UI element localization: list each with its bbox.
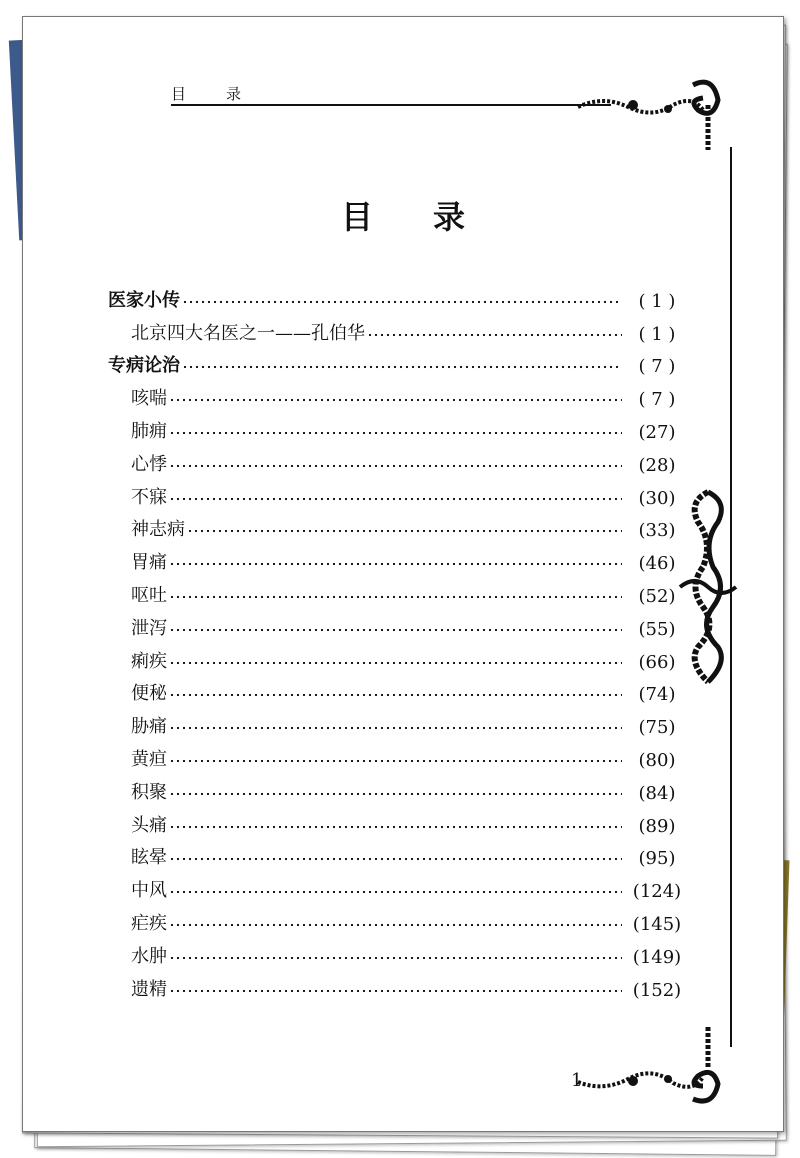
toc-entry[interactable] bbox=[108, 738, 686, 771]
toc-entry[interactable] bbox=[108, 837, 686, 870]
toc-entry-page: (145) bbox=[632, 913, 682, 935]
toc-entry-page: (80) bbox=[638, 749, 676, 771]
dot-leader bbox=[169, 955, 622, 961]
toc-entry-label: 中风 bbox=[131, 880, 167, 902]
toc-entry[interactable] bbox=[108, 377, 686, 410]
page-number: 1 bbox=[571, 1070, 583, 1091]
toc-entry[interactable] bbox=[108, 673, 686, 706]
toc-entry-page: (66) bbox=[638, 651, 676, 673]
toc-entry-page: (27) bbox=[638, 421, 676, 443]
toc-entry[interactable] bbox=[108, 902, 686, 935]
toc-entry-label: 神志病 bbox=[131, 519, 185, 541]
dot-leader bbox=[169, 922, 622, 928]
dot-leader bbox=[169, 988, 622, 994]
dot-leader bbox=[169, 463, 622, 469]
toc-entry[interactable] bbox=[108, 509, 686, 542]
toc-entry-label: 黄疸 bbox=[131, 748, 167, 770]
dot-leader bbox=[169, 660, 622, 666]
dot-leader bbox=[169, 594, 622, 600]
dot-leader bbox=[169, 791, 622, 797]
dot-leader bbox=[169, 496, 622, 502]
corner-ornament-bottom bbox=[573, 1027, 723, 1107]
book-page bbox=[22, 16, 784, 1132]
toc-entry-label: 咳喘 bbox=[131, 388, 167, 410]
toc-entry[interactable] bbox=[108, 476, 686, 509]
header-rule bbox=[171, 104, 611, 106]
toc-entry[interactable] bbox=[108, 574, 686, 607]
toc-entry[interactable] bbox=[108, 804, 686, 837]
dot-leader bbox=[169, 824, 622, 830]
toc-entry-label: 北京四大名医之一——孔伯华 bbox=[131, 322, 365, 344]
side-ornament bbox=[678, 487, 738, 687]
toc-entry-page: (28) bbox=[638, 454, 676, 476]
dot-leader bbox=[169, 397, 622, 403]
toc-entry-label: 医家小传 bbox=[108, 289, 180, 311]
dot-leader bbox=[169, 889, 622, 895]
toc-entry[interactable] bbox=[108, 935, 686, 968]
dot-leader bbox=[169, 856, 622, 862]
toc-entry[interactable] bbox=[108, 312, 686, 345]
toc-entry-label: 胃痛 bbox=[131, 552, 167, 574]
dot-leader bbox=[182, 299, 622, 305]
toc-entry-page: (52) bbox=[638, 585, 676, 607]
dot-leader bbox=[169, 561, 622, 567]
dot-leader bbox=[169, 627, 622, 633]
toc-entry-label: 眩晕 bbox=[131, 847, 167, 869]
toc-entry-label: 肺痈 bbox=[131, 420, 167, 442]
toc-entry-page: (89) bbox=[638, 815, 676, 837]
toc-entry-page: (149) bbox=[632, 946, 682, 968]
toc-entry-page: ( 7 ) bbox=[638, 389, 676, 411]
toc-entry-label: 呕吐 bbox=[131, 584, 167, 606]
toc-entry-page: ( 1 ) bbox=[638, 323, 676, 345]
toc-entry-page: (124) bbox=[632, 881, 682, 903]
toc-entry-label: 痢疾 bbox=[131, 650, 167, 672]
toc-entry-page: (75) bbox=[638, 717, 676, 739]
toc-entry[interactable] bbox=[108, 345, 686, 378]
dot-leader bbox=[169, 692, 622, 698]
dot-leader bbox=[187, 528, 622, 534]
toc-entry-page: (74) bbox=[638, 684, 676, 706]
toc-entry-page: (55) bbox=[638, 618, 676, 640]
toc-entry-label: 便秘 bbox=[131, 683, 167, 705]
toc-entry[interactable] bbox=[108, 771, 686, 804]
page-title: 目录 bbox=[340, 198, 525, 236]
toc-entry-label: 头痛 bbox=[131, 814, 167, 836]
toc-entry[interactable] bbox=[108, 640, 686, 673]
toc-entry-label: 水肿 bbox=[131, 945, 167, 967]
toc-entry[interactable] bbox=[108, 541, 686, 574]
toc-entry-page: (152) bbox=[632, 979, 682, 1001]
toc-entry-label: 专病论治 bbox=[108, 355, 180, 377]
dot-leader bbox=[367, 332, 622, 338]
toc-entry-page: ( 1 ) bbox=[638, 290, 676, 312]
running-head: 目录 bbox=[171, 85, 282, 103]
toc-entry-label: 遗精 bbox=[131, 978, 167, 1000]
toc-entry-label: 不寐 bbox=[131, 486, 167, 508]
table-of-contents bbox=[108, 279, 686, 1001]
toc-entry[interactable] bbox=[108, 410, 686, 443]
toc-entry[interactable] bbox=[108, 607, 686, 640]
toc-entry[interactable] bbox=[108, 869, 686, 902]
toc-entry-page: (95) bbox=[638, 848, 676, 870]
dot-leader bbox=[182, 364, 622, 370]
toc-entry-label: 疟疾 bbox=[131, 912, 167, 934]
toc-entry-label: 胁痛 bbox=[131, 716, 167, 738]
toc-entry-page: (46) bbox=[638, 553, 676, 575]
toc-entry-label: 心悸 bbox=[131, 453, 167, 475]
toc-entry-page: (33) bbox=[638, 520, 676, 542]
toc-entry-label: 泄泻 bbox=[131, 617, 167, 639]
dot-leader bbox=[169, 430, 622, 436]
toc-entry[interactable] bbox=[108, 705, 686, 738]
toc-entry[interactable] bbox=[108, 968, 686, 1001]
dot-leader bbox=[169, 758, 622, 764]
toc-entry-page: (84) bbox=[638, 782, 676, 804]
toc-entry-label: 积聚 bbox=[131, 781, 167, 803]
toc-entry-page: ( 7 ) bbox=[638, 356, 676, 378]
corner-ornament-top bbox=[573, 65, 723, 155]
toc-entry[interactable] bbox=[108, 279, 686, 312]
dot-leader bbox=[169, 725, 622, 731]
toc-entry[interactable] bbox=[108, 443, 686, 476]
toc-entry-page: (30) bbox=[638, 487, 676, 509]
